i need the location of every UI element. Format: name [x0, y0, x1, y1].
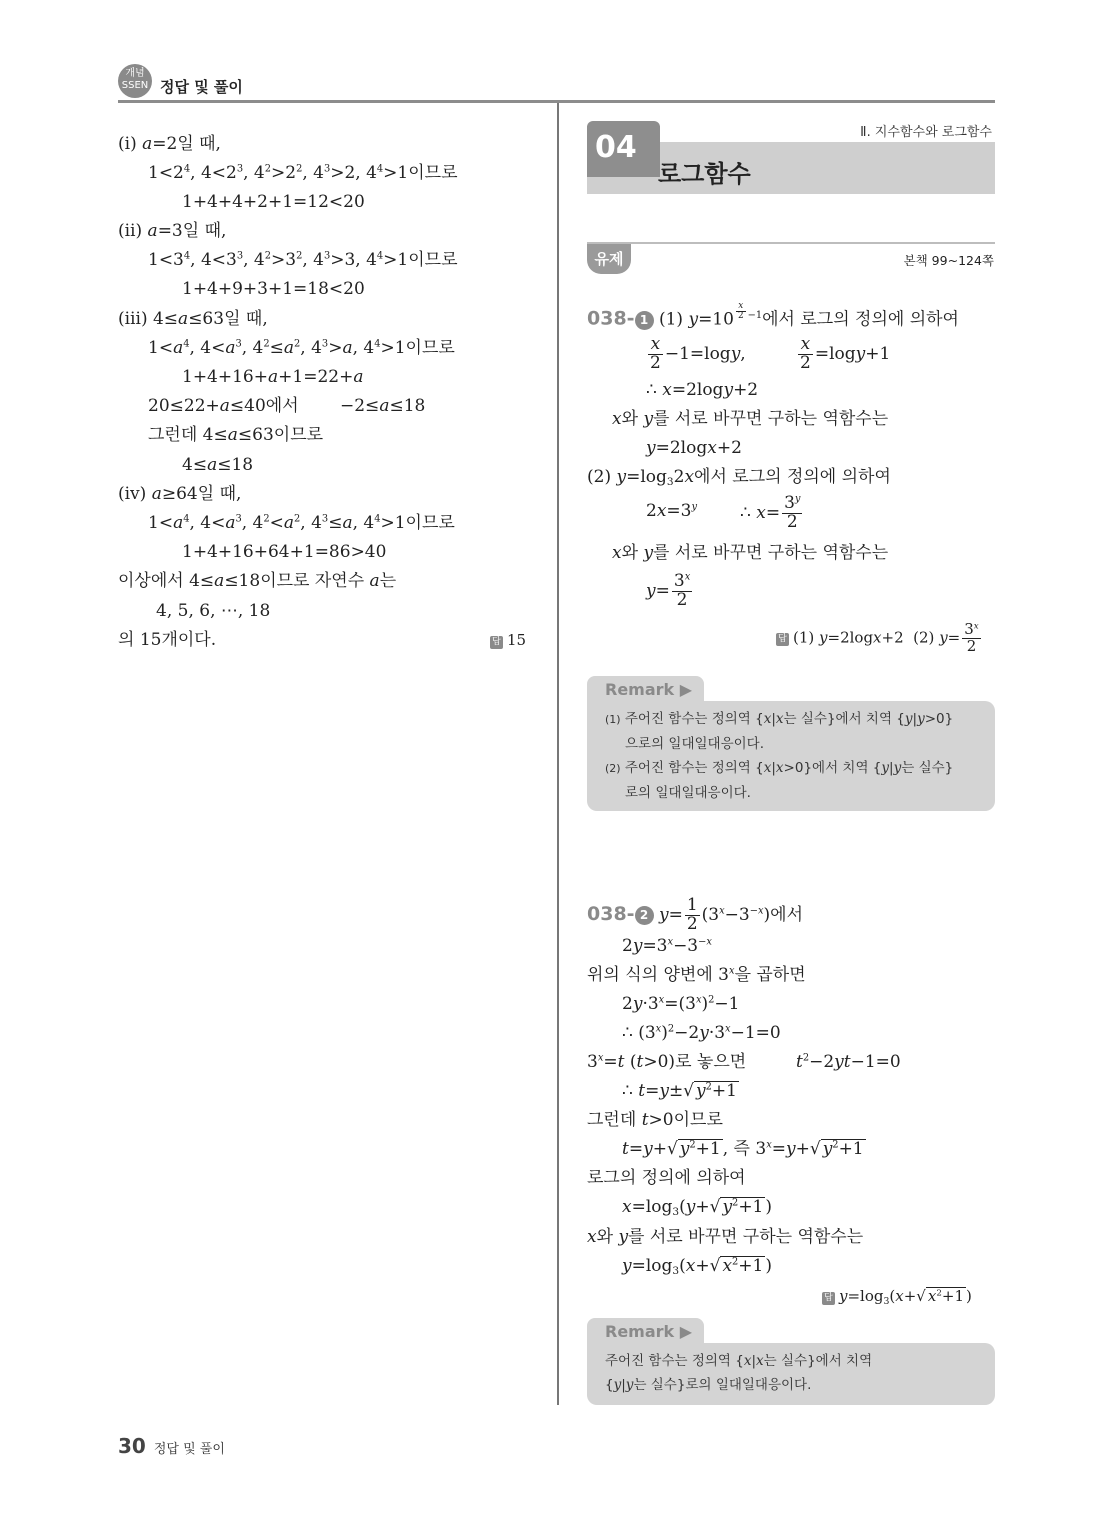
case-4-line: $1<a^4$, $4<a^3$, $4^2<a^2$, $4^3\le a$, $4^4>1$이므로: [148, 513, 455, 533]
problem-number: 038-: [587, 307, 635, 330]
equation-row: $t^2-2yt-1=0$: [796, 1052, 901, 1072]
equation-row: ∴ x=2logy+2: [646, 380, 759, 400]
header-title: 정답 및 풀이: [160, 78, 243, 96]
equation-row: $2y=3^x-3^{-x}$: [622, 936, 712, 956]
explanation-text: 그런데 t>0이므로: [587, 1110, 723, 1130]
section-number: 04: [595, 130, 637, 165]
equation-row: ∴ x= $\frac{3^y}{2}$: [740, 493, 801, 532]
case-2-sum: 1+4+9+3+1=18<20: [182, 279, 365, 299]
case-2-heading: (ⅱ) a=3일 때,: [118, 221, 227, 241]
equation-row: ∴ $(3^x)^2-2y\cdot 3^x-1=0$: [622, 1023, 781, 1043]
problem-circle-number: 1: [635, 311, 654, 330]
case-3-but: 그런데 4≤a≤63이므로: [148, 425, 324, 445]
brand-logo: 개념 SSEN: [118, 64, 152, 98]
case-3-line: $1<a^4$, $4<a^3$, $4^2\le a^2$, $4^3>a$, $4^4>1$이므로: [148, 338, 455, 358]
answer-icon: 답: [776, 633, 789, 646]
case-1-sum: 1+4+4+2+1=12<20: [182, 192, 365, 212]
case-1-line: $1<2^4$, $4<2^3$, $4^2>2^2$, $4^3>2$, $4^4>1$이므로: [148, 163, 458, 183]
answer: 답 15: [490, 629, 526, 651]
remark-line: {y|y는 실수}로의 일대일대응이다.: [605, 1377, 812, 1393]
equation-row: $x=\log_3(y+√$ $y^2+1$ ): [622, 1197, 773, 1219]
footer: [118, 1434, 225, 1458]
problem-circle-number: 2: [635, 906, 654, 925]
explanation-text: 위의 식의 양변에 3$^x$을 곱하면: [587, 965, 806, 985]
unit-title: Ⅱ. 지수함수와 로그함수: [860, 125, 992, 140]
answer: 답 (1) y=2logx+2 (2) y= $\frac{3^x}{2}$: [776, 622, 983, 655]
answer: 답 $y=\log_3(x+√$ $x^2+1$ ): [822, 1285, 972, 1307]
remark-item-cont: 로의 일대일대응이다.: [625, 785, 751, 801]
equation-row: $2y\cdot 3^x=(3^x)^2-1$: [622, 994, 740, 1014]
remark-item-cont: 으로의 일대일대응이다.: [625, 736, 764, 752]
equation-row: y= $\frac{3^x}{2}$: [646, 571, 691, 610]
remark-line: 주어진 함수는 정의역 {x|x는 실수}에서 치역: [605, 1353, 873, 1369]
case-4-heading: (ⅳ) a≥64일 때,: [118, 484, 242, 504]
answer-icon: 답: [822, 1292, 835, 1305]
explanation-text: 로그의 정의에 의하여: [587, 1168, 746, 1188]
swap-text: x와 y를 서로 바꾸면 구하는 역함수는: [587, 1227, 864, 1247]
swap-text: x와 y를 서로 바꾸면 구하는 역함수는: [612, 543, 889, 563]
book-page-reference: 본책 99~124쪽: [903, 253, 994, 268]
conclusion: 이상에서 4≤a≤18이므로 자연수 a는: [118, 571, 397, 591]
part-2-heading: (2) $y=\log_32x$에서 로그의 정의에 의하여: [587, 467, 891, 489]
section-title: 로그함수: [658, 160, 751, 188]
problem-038-2-heading: 038- 2 y= $\frac{1}{2}$ $(3^x-3^{-x})$에서: [587, 895, 804, 934]
equation-row: $\frac{x}{2}$ −1=logy,: [650, 334, 746, 373]
remark-box: [587, 1343, 995, 1405]
remark-item: (2) 주어진 함수는 정의역 {x|x>0}에서 치역 {y|y는 실수}: [605, 760, 954, 776]
equation-row: $2x=3^y$: [646, 501, 698, 521]
case-2-line: $1<3^4$, $4<3^3$, $4^2>3^2$, $4^3>3$, $4^4>1$이므로: [148, 250, 458, 270]
answer-icon: 답: [490, 636, 503, 649]
yuje-badge: 유제: [587, 244, 631, 274]
count-text: 의 15개이다.: [118, 630, 217, 650]
remark-item: (1) 주어진 함수는 정의역 {x|x는 실수}에서 치역 {y|y>0}: [605, 711, 954, 727]
case-1-heading: (ⅰ) a=2일 때,: [118, 134, 221, 154]
equation-row: t=y+√ $y^2+1$ , 즉 $3^x=y+√$ $y^2+1$: [622, 1139, 864, 1159]
equation-row: ∴ t=y±√ $y^2+1$: [622, 1081, 737, 1101]
page-number: 30: [118, 1434, 146, 1458]
equation-row: y=2logx+2: [646, 438, 742, 458]
case-4-sum: 1+4+16+64+1=86>40: [182, 542, 387, 562]
case-3-ineq: 20≤22+a≤40에서: [148, 396, 299, 416]
natural-number-list: 4, 5, 6, ⋯, 18: [156, 601, 271, 621]
case-3-sum: 1+4+16+a+1=22+a: [182, 367, 364, 387]
remark-tab: Remark ▶: [587, 1318, 704, 1344]
swap-text: x와 y를 서로 바꾸면 구하는 역함수는: [612, 409, 889, 429]
footer-text: 정답 및 풀이: [153, 1442, 225, 1457]
problem-038-1-heading: 038- 1 (1) y=10 $^{\frac{x}{2} -1}$에서 로그의 정의에 의하여: [587, 301, 959, 330]
case-3-ineq-result: −2≤a≤18: [340, 396, 426, 416]
equation-row: $y=\log_3(x+√$ $x^2+1$ ): [622, 1256, 772, 1278]
remark-tab: Remark ▶: [587, 676, 704, 702]
equation-row: $\frac{x}{2}$ =logy+1: [800, 334, 891, 373]
problem-number: 038-: [587, 902, 635, 925]
case-3-result: 4≤a≤18: [182, 455, 254, 475]
case-3-heading: (ⅲ) 4≤a≤63일 때,: [118, 309, 268, 329]
yuje-divider: [587, 242, 995, 244]
remark-box: [587, 701, 995, 811]
column-divider: [557, 103, 559, 1405]
substitution-text: $3^x=t$ (t>0)로 놓으면: [587, 1052, 747, 1072]
